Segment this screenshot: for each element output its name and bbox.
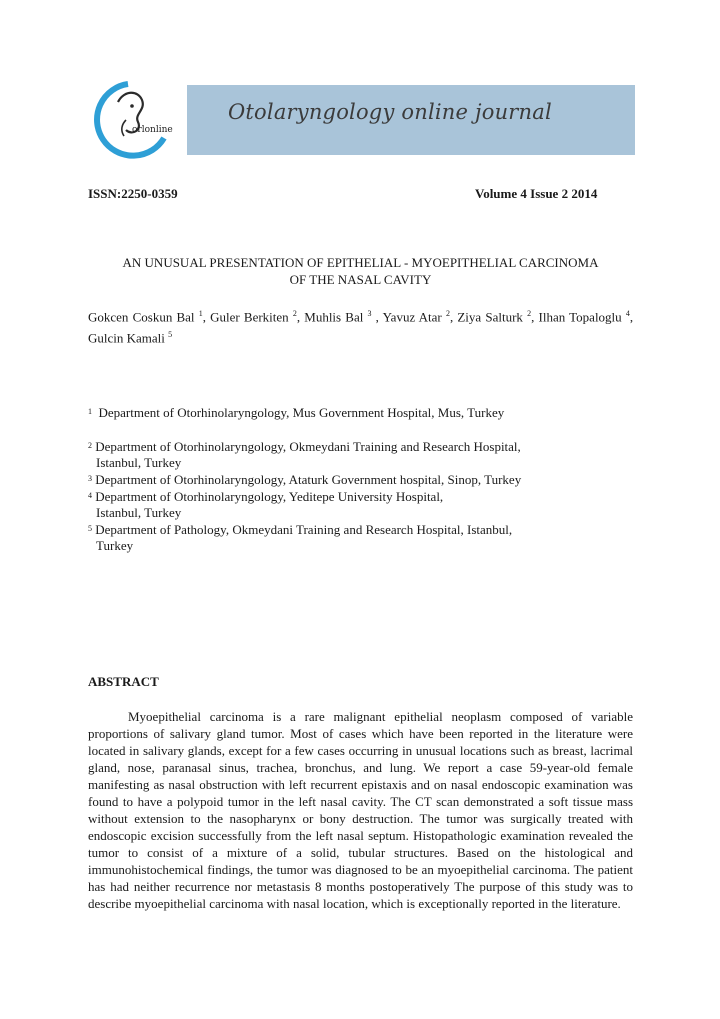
title-line: OF THE NASAL CAVITY [289,272,432,287]
abstract-text: Myoepithelial carcinoma is a rare malignant epithelial neoplasm composed of variable proportions of salivary gland tumor. Most of cases which have been reported in the literature were located in salivary glands, except for a few cases occurring in unusual locations such as breast, lacrimal gland, nose, paranasal sinus, trachea, bronchus, and lung. We report a case 59-year-old female manifesting as nasal obstruction with left recurrent epistaxis and on nasal endoscopic examination was found to have a polypoid tumor in the left nasal cavity. The CT scan demonstrated a soft tissue mass without extension to the nasopharynx or bony destruction. The tumor was surgically treated with endoscopic excision successfully from the left nasal septum. Histopathologic examination revealed the tumor to consist of a mixture of a solid, tubular structures. Based on the histological and immunohistochemical findings, the tumor was diagnosed to be an myoepithelial carcinoma. The patient has had neither recurrence nor metastasis 8 months postoperatively The purpose of this study was to describe myoepithelial carcinoma with nasal location, which is exceptionally reported in the literature. [88,709,633,911]
affiliation-text: Department of Otorhinolaryngology, Ataturk Government hospital, Sinop, Turkey [95,472,522,487]
affiliation-text: Department of Otorhinolaryngology, Yeditepe University Hospital, [95,489,444,504]
author-name: Guler Berkiten [210,309,289,325]
affiliation-text: Turkey [96,538,134,553]
abstract-heading: ABSTRACT [88,674,159,689]
journal-title: Otolaryngology online journal [228,100,552,124]
affiliation-num: 1 [88,407,92,416]
author-affiliation-num: 2 [445,309,450,318]
author-affiliation-num: 4 [625,309,630,318]
title-line: AN UNUSUAL PRESENTATION OF EPITHELIAL - MYOEPITHELIAL CARCINOMA [122,255,599,270]
affiliation-num: 3 [88,474,92,483]
affiliation-text: Istanbul, Turkey [96,505,182,520]
author-affiliation-num: 2 [527,309,532,318]
author-affiliation-num: 5 [168,330,173,340]
affiliation-num: 5 [88,524,92,533]
author-affiliation-num: 3 [367,309,372,318]
affiliation-text: Department of Pathology, Okmeydani Training and Research Hospital, Istanbul, [95,522,513,537]
affiliation-num: 4 [88,491,92,500]
author-name: Gokcen Coskun Bal [88,309,195,325]
affiliation-text: Department of Otorhinolaryngology, Mus Government Hospital, Mus, Turkey [98,405,505,420]
paper-title [88,254,633,288]
author-name: Gulcin Kamali [88,330,165,346]
affiliation [88,405,608,421]
author-name: Yavuz Atar [382,309,442,325]
affiliation [88,489,608,521]
author-name: Ziya Salturk [457,309,523,325]
affiliation [88,472,608,488]
author-name: Muhlis Bal [304,309,364,325]
affiliation-text: Department of Otorhinolaryngology, Okmeydani Training and Research Hospital, [95,439,521,454]
logo-text: orlonline [132,125,173,135]
author-list: Gokcen Coskun Bal $^1$, Guler Berkiten $^2$, Muhlis Bal $^3$ , Yavuz Atar $^2$, Ziya Salturk $^2$, Ilhan Topaloglu $^4$, Gulcin Kamali $^5$ [88,309,634,346]
author-affiliation-num: 1 [198,309,203,318]
affiliation-num: 2 [88,441,92,450]
author-affiliation-num: 2 [292,309,297,318]
journal-logo [88,80,180,160]
affiliation [88,439,608,471]
issn: ISSN:2250-0359 [88,186,178,201]
affiliation [88,522,608,554]
author-name: Ilhan Topaloglu [538,309,622,325]
volume-issue: Volume 4 Issue 2 2014 [475,186,598,201]
affiliation-text: Istanbul, Turkey [96,455,182,470]
